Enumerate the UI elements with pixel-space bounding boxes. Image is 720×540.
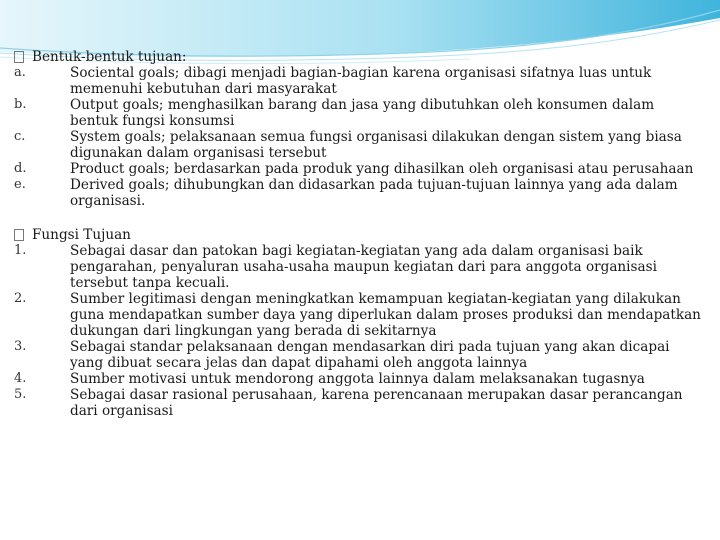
list-item-text: Output goals; menghasilkan barang dan jasa yang dibutuhkan oleh konsumen dalam bentuk fungsi konsumsi [70, 97, 655, 129]
list-item-text: System goals; pelaksanaan semua fungsi organisasi dilakukan dengan sistem yang biasa digunakan dalam organisasi tersebut [70, 129, 682, 161]
heading-text: Bentuk-bentuk tujuan: [32, 49, 187, 65]
list-marker: 5. [14, 387, 27, 402]
list-item [14, 97, 704, 129]
list-marker: 1. [14, 243, 27, 258]
list-item [14, 339, 704, 371]
list-marker: e. [14, 177, 26, 192]
list-item [14, 387, 704, 419]
list-item [14, 129, 704, 161]
slide-content [14, 49, 704, 419]
list-item [14, 65, 704, 97]
list-item-text: Sociental goals; dibagi menjadi bagian-bagian karena organisasi sifatnya luas untuk memenuhi kebutuhan dari masyarakat [70, 65, 652, 97]
list-item-text: Sebagai dasar rasional perusahaan, karena perencanaan merupakan dasar perancangan dari organisasi [70, 387, 683, 419]
list-item [14, 371, 704, 387]
section-heading-goal-functions [14, 227, 704, 243]
list-marker: 3. [14, 339, 27, 354]
section-heading-forms-of-goals [14, 49, 704, 65]
list-item-text: Derived goals; dihubungkan dan didasarkan pada tujuan-tujuan lainnya yang ada dalam organisasi. [70, 177, 678, 209]
list-marker: a. [14, 65, 26, 80]
square-bullet-icon [14, 51, 24, 63]
list-item-text: Sebagai standar pelaksanaan dengan mendasarkan diri pada tujuan yang akan dicapai yang dibuat secara jelas dan dapat dipahami oleh anggota lainnya [70, 339, 670, 371]
list-marker: 4. [14, 371, 27, 386]
list-item [14, 161, 704, 177]
list-item-text: Sumber motivasi untuk mendorong anggota lainnya dalam melaksanakan tugasnya [70, 371, 645, 387]
list-marker: d. [14, 161, 27, 176]
section-spacer [14, 209, 704, 227]
heading-text: Fungsi Tujuan [32, 227, 131, 243]
list-marker: b. [14, 97, 27, 112]
list-item-text: Product goals; berdasarkan pada produk yang dihasilkan oleh organisasi atau perusahaan [70, 161, 694, 177]
square-bullet-icon [14, 229, 24, 241]
list-item-text: Sebagai dasar dan patokan bagi kegiatan-kegiatan yang ada dalam organisasi baik pengarahan, penyaluran usaha-usaha maupun kegiatan dari para anggota organisasi tersebut tanpa kecuali. [70, 243, 657, 291]
list-item-text: Sumber legitimasi dengan meningkatkan kemampuan kegiatan-kegiatan yang dilakukan guna mendapatkan sumber daya yang diperlukan dalam proses produksi dan mendapatkan dukungan dari lingkungan yang berada di sekitarnya [70, 291, 701, 339]
list-item [14, 243, 704, 291]
list-item [14, 177, 704, 209]
list-item [14, 291, 704, 339]
list-marker: c. [14, 129, 26, 144]
list-marker: 2. [14, 291, 27, 306]
